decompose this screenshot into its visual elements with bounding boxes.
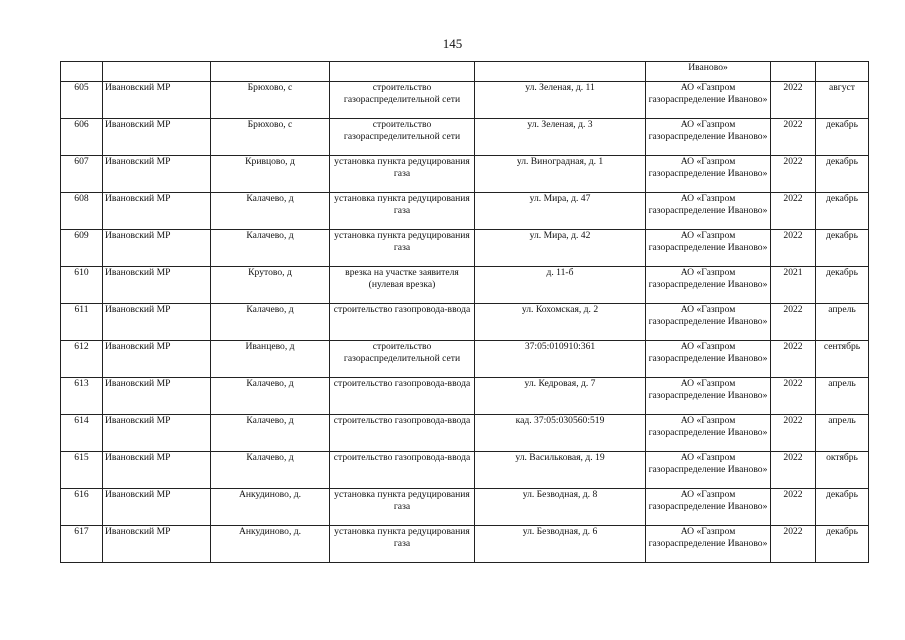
table-row [61,341,869,378]
cell-year: 2022 [771,304,816,341]
cell-locality: Калачево, д [211,304,330,341]
table-row [61,267,869,304]
cell-district: Ивановский МР [103,304,211,341]
cell-work-type: установка пункта редуцирования газа [330,193,475,230]
cell-number: 615 [61,452,103,489]
cell-organization: АО «Газпром газораспределение Иваново» [646,193,771,230]
cell-address: ул. Мира, д. 47 [475,193,646,230]
cell-district: Ивановский МР [103,378,211,415]
cell-work-type: строительство газопровода-ввода [330,452,475,489]
cell-month: декабрь [816,267,869,304]
cell-locality: Калачево, д [211,378,330,415]
table-row [61,526,869,563]
cell-locality: Калачево, д [211,415,330,452]
cell-work-type [330,62,475,82]
gasification-table [60,61,869,563]
cell-address: ул. Безводная, д. 8 [475,489,646,526]
cell-organization: АО «Газпром газораспределение Иваново» [646,378,771,415]
cell-locality: Анкудиново, д. [211,526,330,563]
cell-district: Ивановский МР [103,526,211,563]
cell-work-type: установка пункта редуцирования газа [330,489,475,526]
cell-work-type: строительство газопровода-ввода [330,415,475,452]
cell-number: 607 [61,156,103,193]
cell-district: Ивановский МР [103,82,211,119]
cell-district: Ивановский МР [103,193,211,230]
cell-organization: АО «Газпром газораспределение Иваново» [646,489,771,526]
cell-organization: АО «Газпром газораспределение Иваново» [646,119,771,156]
cell-organization: АО «Газпром газораспределение Иваново» [646,156,771,193]
cell-year: 2022 [771,230,816,267]
cell-district [103,62,211,82]
cell-work-type: строительство газопровода-ввода [330,304,475,341]
cell-address: кад. 37:05:030560:519 [475,415,646,452]
cell-organization: Иваново» [646,62,771,82]
page-number: 145 [442,36,463,51]
cell-address: 37:05:010910:361 [475,341,646,378]
cell-district: Ивановский МР [103,415,211,452]
cell-district: Ивановский МР [103,119,211,156]
cell-month: апрель [816,378,869,415]
table-row-continuation [61,62,869,82]
cell-number: 616 [61,489,103,526]
cell-locality: Брюхово, с [211,82,330,119]
cell-number: 608 [61,193,103,230]
cell-organization: АО «Газпром газораспределение Иваново» [646,304,771,341]
cell-work-type: врезка на участке заявителя (нулевая врезка) [330,267,475,304]
cell-organization: АО «Газпром газораспределение Иваново» [646,415,771,452]
cell-organization: АО «Газпром газораспределение Иваново» [646,230,771,267]
cell-district: Ивановский МР [103,341,211,378]
cell-year: 2021 [771,267,816,304]
cell-month: декабрь [816,119,869,156]
cell-locality: Брюхово, с [211,119,330,156]
cell-locality: Калачево, д [211,230,330,267]
table-row [61,119,869,156]
cell-locality: Калачево, д [211,452,330,489]
cell-address: ул. Мира, д. 42 [475,230,646,267]
cell-address: ул. Кохомская, д. 2 [475,304,646,341]
cell-year: 2022 [771,119,816,156]
cell-month: октябрь [816,452,869,489]
cell-year [771,62,816,82]
table-row [61,489,869,526]
cell-year: 2022 [771,82,816,119]
cell-number: 613 [61,378,103,415]
cell-month: декабрь [816,193,869,230]
cell-number [61,62,103,82]
cell-address: д. 11-б [475,267,646,304]
cell-month: сентябрь [816,341,869,378]
cell-work-type: строительство газораспределительной сети [330,341,475,378]
cell-district: Ивановский МР [103,230,211,267]
cell-month: декабрь [816,489,869,526]
cell-work-type: установка пункта редуцирования газа [330,156,475,193]
cell-number: 609 [61,230,103,267]
cell-work-type: строительство газопровода-ввода [330,378,475,415]
cell-organization: АО «Газпром газораспределение Иваново» [646,526,771,563]
table-row [61,378,869,415]
cell-year: 2022 [771,452,816,489]
table-row [61,304,869,341]
table-row [61,452,869,489]
cell-year: 2022 [771,489,816,526]
cell-number: 617 [61,526,103,563]
table-row [61,82,869,119]
cell-month: апрель [816,304,869,341]
cell-month: август [816,82,869,119]
cell-year: 2022 [771,526,816,563]
cell-locality: Крутово, д [211,267,330,304]
cell-organization: АО «Газпром газораспределение Иваново» [646,341,771,378]
cell-year: 2022 [771,341,816,378]
cell-work-type: установка пункта редуцирования газа [330,230,475,267]
cell-address: ул. Кедровая, д. 7 [475,378,646,415]
cell-address: ул. Васильковая, д. 19 [475,452,646,489]
cell-address: ул. Виноградная, д. 1 [475,156,646,193]
cell-number: 610 [61,267,103,304]
cell-organization: АО «Газпром газораспределение Иваново» [646,82,771,119]
cell-number: 611 [61,304,103,341]
cell-locality: Анкудиново, д. [211,489,330,526]
cell-month [816,62,869,82]
table-body [61,62,869,563]
cell-month: апрель [816,415,869,452]
table-row [61,415,869,452]
cell-number: 605 [61,82,103,119]
table-row [61,156,869,193]
cell-number: 612 [61,341,103,378]
cell-address: ул. Зеленая, д. 11 [475,82,646,119]
table-row [61,193,869,230]
cell-address: ул. Безводная, д. 6 [475,526,646,563]
cell-district: Ивановский МР [103,489,211,526]
cell-address [475,62,646,82]
cell-locality: Кривцово, д [211,156,330,193]
table-row [61,230,869,267]
cell-locality: Калачево, д [211,193,330,230]
cell-month: декабрь [816,156,869,193]
cell-district: Ивановский МР [103,267,211,304]
cell-work-type: строительство газораспределительной сети [330,119,475,156]
cell-district: Ивановский МР [103,156,211,193]
cell-number: 606 [61,119,103,156]
cell-locality [211,62,330,82]
cell-number: 614 [61,415,103,452]
cell-month: декабрь [816,230,869,267]
cell-organization: АО «Газпром газораспределение Иваново» [646,452,771,489]
cell-district: Ивановский МР [103,452,211,489]
cell-work-type: установка пункта редуцирования газа [330,526,475,563]
cell-year: 2022 [771,378,816,415]
cell-year: 2022 [771,415,816,452]
cell-work-type: строительство газораспределительной сети [330,82,475,119]
cell-locality: Иванцево, д [211,341,330,378]
cell-year: 2022 [771,156,816,193]
cell-year: 2022 [771,193,816,230]
cell-address: ул. Зеленая, д. 3 [475,119,646,156]
cell-organization: АО «Газпром газораспределение Иваново» [646,267,771,304]
cell-month: декабрь [816,526,869,563]
